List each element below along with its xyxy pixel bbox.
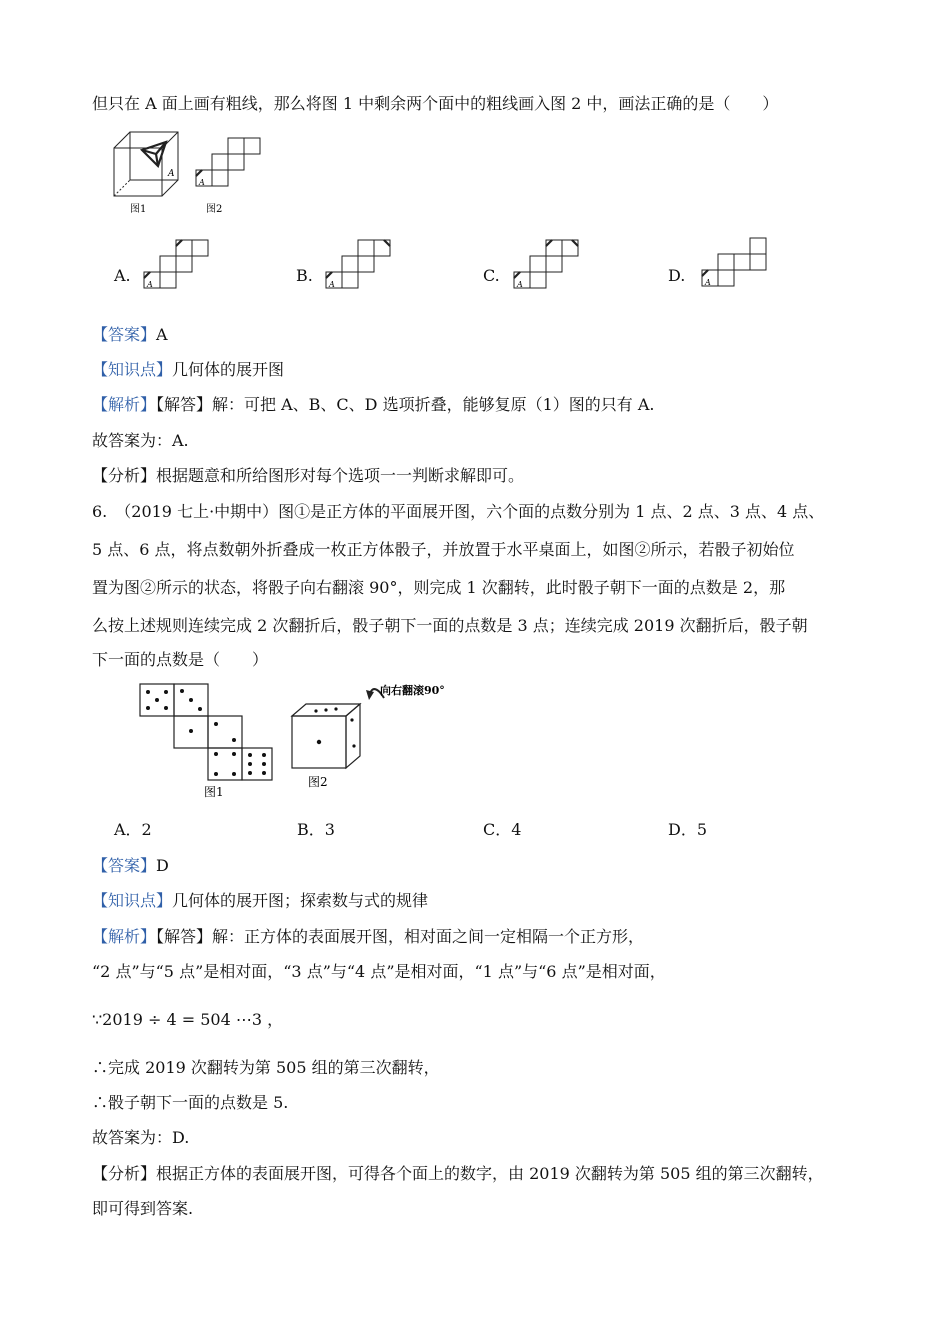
q5-cube-face-label: A: [168, 169, 175, 179]
q5-cube: [114, 132, 178, 196]
q6-line-pairs: “2 点”与“5 点”是相对面，“3 点”与“4 点”是相对面，“1 点”与“6 点”是相对面，: [92, 962, 666, 981]
q5-net-face-label: A: [199, 178, 205, 187]
analysis-tag: 【解析】: [92, 395, 157, 414]
q6-stem-line5: 下一面的点数是（ ）: [92, 650, 269, 669]
answer-value: D: [156, 856, 169, 875]
svg-text:A: A: [705, 278, 711, 287]
knowledge-tag: 【知识点】: [92, 891, 173, 910]
q6-option-d[interactable]: D．5: [668, 820, 708, 839]
q5-fig1-label: 图1: [130, 204, 147, 215]
q5-fig2-label: 图2: [206, 204, 223, 215]
q6-fenxi2: 即可得到答案.: [92, 1199, 194, 1218]
knowledge-tag: 【知识点】: [92, 360, 173, 379]
q5-analysis: [92, 395, 654, 415]
q6-fig1-label: 图1: [204, 785, 224, 799]
q5-fenxi: 【分析】根据题意和所给图形对每个选项一一判断求解即可。: [92, 466, 525, 485]
q5-option-d-label[interactable]: D.: [668, 266, 686, 285]
q5-figures: [104, 128, 274, 218]
q6-fig2-label: 图2: [308, 775, 328, 789]
q6-so2: ∴骰子朝下一面的点数是 5.: [92, 1093, 289, 1112]
analysis-text: 【解答】解：正方体的表面展开图，相对面之间一定相隔一个正方形，: [156, 927, 645, 946]
q6-analysis: [92, 927, 644, 947]
roll-arrowhead-icon: [366, 690, 374, 700]
q5-option-c-figure[interactable]: [512, 238, 582, 292]
knowledge-text: 几何体的展开图: [172, 360, 285, 379]
q5-therefore: 故答案为：A.: [92, 431, 189, 450]
q6-because: ∵2019 ÷ 4 = 504 ⋯3 ，: [92, 1010, 284, 1029]
q6-option-c[interactable]: C．4: [483, 820, 522, 839]
q5-knowledge: [92, 360, 284, 380]
q5-option-c-label[interactable]: C.: [483, 266, 500, 285]
answer-value: A: [156, 325, 168, 344]
q6-die-net: [140, 684, 272, 780]
q5-option-a-figure[interactable]: [142, 238, 212, 292]
q5-net: [196, 138, 260, 186]
q6-therefore: 故答案为：D.: [92, 1128, 190, 1147]
q6-stem-line3: 置为图②所示的状态，将骰子向右翻滚 90°，则完成 1 次翻转，此时骰子朝下一面的点数是 2，那: [92, 578, 786, 597]
svg-text:A: A: [329, 280, 335, 289]
q6-answer: [92, 856, 169, 876]
q6-die-cube: [292, 704, 360, 768]
q6-fenxi1: 【分析】根据正方体的表面展开图，可得各个面上的数字，由 2019 次翻转为第 505 组的第三次翻转，: [92, 1164, 824, 1183]
q6-stem-line4: 么按上述规则连续完成 2 次翻折后，骰子朝下一面的点数是 3 点；连续完成 2019 次翻折后，骰子朝: [92, 616, 808, 635]
q5-option-b-label[interactable]: B.: [296, 266, 313, 285]
analysis-text: 【解答】解：可把 A、B、C、D 选项折叠，能够复原（1）图的只有 A.: [156, 395, 655, 414]
svg-text:A: A: [147, 280, 153, 289]
q6-stem-line1: 6. （2019 七上·中期中）图①是正方体的平面展开图，六个面的点数分别为 1 点、2 点、3 点、4 点、: [92, 502, 825, 521]
q6-so1: ∴完成 2019 次翻转为第 505 组的第三次翻转，: [92, 1058, 440, 1077]
q5-answer: [92, 325, 168, 345]
q6-knowledge: [92, 891, 428, 911]
q5-option-b-figure[interactable]: [324, 238, 394, 292]
answer-tag: 【答案】: [92, 856, 157, 875]
knowledge-text: 几何体的展开图；探索数与式的规律: [172, 891, 429, 910]
q6-roll-label: 向右翻滚90°: [380, 684, 445, 697]
q6-stem-line2: 5 点、6 点，将点数朝外折叠成一枚正方体骰子，并放置于水平桌面上，如图②所示，若骰子初始位: [92, 540, 795, 559]
q6-die-pips: [146, 689, 266, 776]
q6-figures: [136, 676, 466, 800]
q5-stem: 但只在 A 面上画有粗线，那么将图 1 中剩余两个面中的粗线画入图 2 中，画法正确的是（ ）: [92, 94, 779, 113]
q5-option-d-figure[interactable]: [700, 236, 770, 292]
q5-option-a-label[interactable]: A.: [114, 266, 131, 285]
answer-tag: 【答案】: [92, 325, 157, 344]
analysis-tag: 【解析】: [92, 927, 157, 946]
q6-option-b[interactable]: B．3: [297, 820, 335, 839]
q6-option-a[interactable]: A．2: [114, 820, 152, 839]
svg-text:A: A: [517, 280, 523, 289]
